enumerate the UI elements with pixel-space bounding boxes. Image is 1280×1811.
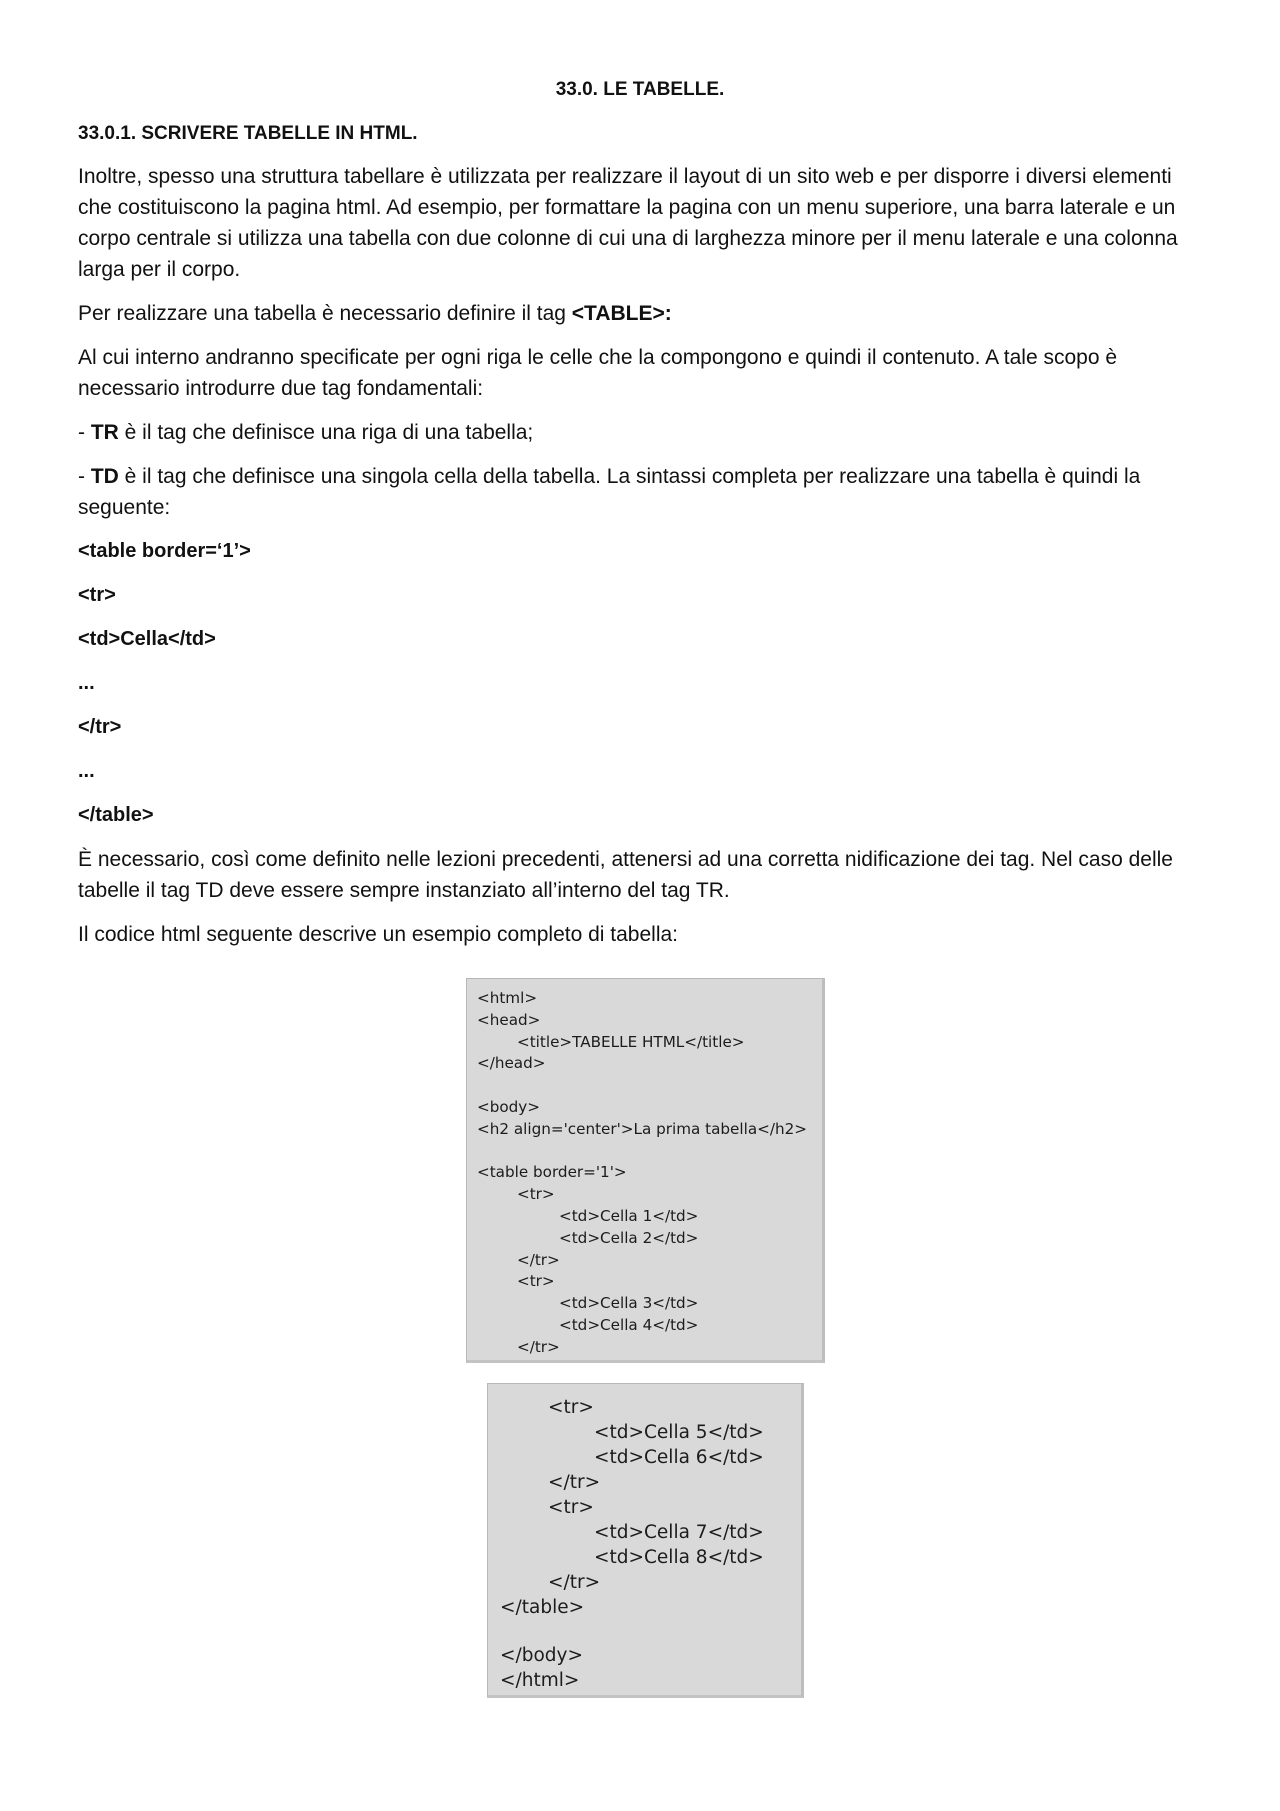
example-intro-paragraph: Il codice html seguente descrive un esempio completo di tabella: [78, 923, 678, 946]
code-line: <td>Cella 3</td> [559, 1294, 699, 1313]
code-line: <td>Cella 5</td> [594, 1422, 764, 1443]
code-line: <td>Cella 4</td> [559, 1315, 699, 1334]
code-line: <body> [477, 1097, 541, 1116]
code-line: <h2 align='center'>La prima tabella</h2> [477, 1119, 807, 1138]
td-prefix: - [78, 465, 91, 488]
code-line: </html> [500, 1670, 580, 1691]
code-line: <td>Cella 1</td> [559, 1206, 699, 1225]
code-line: <td>Cella 7</td> [594, 1522, 764, 1543]
code-line: <html> [477, 989, 538, 1007]
syntax-line: <td>Cella</td> [78, 628, 216, 650]
table-tag-paragraph [78, 298, 1202, 329]
code-line: <head> [477, 1010, 541, 1029]
code-example-image-2 [487, 1383, 804, 1698]
tr-prefix: - [78, 421, 91, 444]
tr-definition [78, 417, 1202, 448]
code-line: <tr> [548, 1497, 594, 1518]
code-line: </tr> [548, 1572, 601, 1593]
syntax-line: <table border=‘1’> [78, 540, 251, 562]
document-page [78, 78, 1202, 963]
code-line: </tr> [517, 1250, 560, 1269]
syntax-line: <tr> [78, 584, 116, 606]
code-line: </tr> [548, 1472, 601, 1493]
code-line: <td>Cella 8</td> [594, 1547, 764, 1568]
syntax-line: </tr> [78, 716, 122, 738]
code-line: <td>Cella 2</td> [559, 1228, 699, 1247]
code-line: </table> [500, 1597, 585, 1618]
section-heading: 33.0.1. SCRIVERE TABELLE IN HTML. [78, 123, 418, 144]
code-line: <title>TABELLE HTML</title> [517, 1032, 745, 1051]
syntax-line: ... [78, 672, 95, 694]
code-line: <tr> [548, 1397, 594, 1418]
code-line: </head> [477, 1054, 546, 1073]
tr-text: è il tag che definisce una riga di una tabella; [118, 421, 534, 444]
code-line: <tr> [517, 1185, 555, 1204]
code-blank-line [477, 1141, 822, 1163]
page-title: 33.0. LE TABELLE. [555, 79, 725, 100]
tr-keyword: TR [90, 421, 119, 444]
syntax-line: ... [78, 760, 95, 782]
syntax-line: </table> [78, 804, 154, 826]
nesting-paragraph: È necessario, così come definito nelle lezioni precedenti, attenersi ad una corretta nidificazione dei tag. Nel caso delle tabelle il tag TD deve essere sempre instanziato all’interno del tag TR. [78, 848, 1173, 902]
code-line: <tr> [517, 1272, 555, 1291]
code-line: </tr> [517, 1337, 560, 1356]
code-blank-line [477, 1075, 822, 1097]
td-definition [78, 461, 1202, 523]
code-line: <td>Cella 6</td> [594, 1447, 764, 1468]
table-tag-bold: <TABLE>: [571, 302, 672, 325]
td-text: è il tag che definisce una singola cella della tabella. La sintassi completa per realizzare una tabella è quindi la seguente: [78, 465, 1141, 519]
cells-paragraph: Al cui interno andranno specificate per ogni riga le celle che la compongono e quindi il contenuto. A tale scopo è necessario introdurre due tag fondamentali: [78, 346, 1118, 400]
td-keyword: TD [90, 465, 119, 488]
table-tag-text: Per realizzare una tabella è necessario definire il tag [78, 302, 572, 325]
intro-paragraph: Inoltre, spesso una struttura tabellare è utilizzata per realizzare il layout di un sito web e per disporre i diversi elementi che costituiscono la pagina html. Ad esempio, per formattare la pagina con un menu superiore, una barra laterale e un corpo centrale si utilizza una tabella con due colonne di cui una di larghezza minore per il menu laterale e una colonna larga per il corpo. [78, 165, 1178, 281]
code-example-image-1 [466, 978, 825, 1363]
code-line: <table border='1'> [477, 1163, 627, 1182]
code-line: </body> [500, 1645, 583, 1666]
code-blank-line [500, 1620, 801, 1643]
